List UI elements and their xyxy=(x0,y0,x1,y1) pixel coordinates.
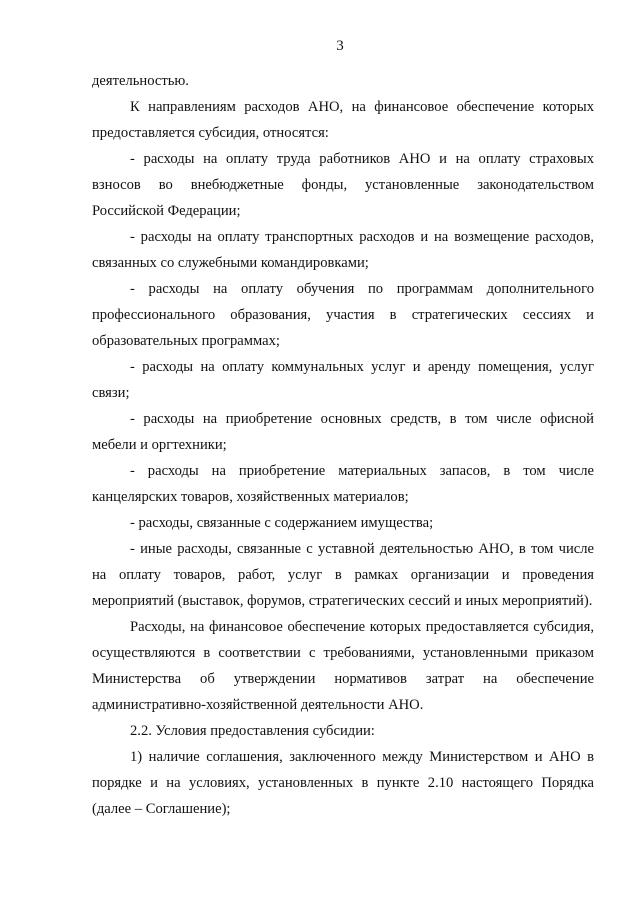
list-item-inventory: - расходы на приобретение материальных запасов, в том числе канцелярских товаров, хозяйственных материалов; xyxy=(92,463,594,505)
list-item-fixed-assets: - расходы на приобретение основных средств, в том числе офисной мебели и оргтехники; xyxy=(92,411,594,453)
paragraph-expense-requirements: Расходы, на финансовое обеспечение которых предоставляется субсидия, осуществляются в соответствии с требованиями, установленными приказом Министерства об утверждении нормативов затрат на обеспечение административно-хозяйственной деятельности АНО. xyxy=(92,619,594,713)
paragraph-expense-directions: К направлениям расходов АНО, на финансовое обеспечение которых предоставляется субсидия, относятся: xyxy=(92,99,594,141)
page-number: 3 xyxy=(336,38,344,54)
list-item-labor-costs: - расходы на оплату труда работников АНО и на оплату страховых взносов во внебюджетные фонды, установленные законодательством Российской Федерации; xyxy=(92,151,594,219)
list-item-agreement: 1) наличие соглашения, заключенного между Министерством и АНО в порядке и на условиях, установленных в пункте 2.10 настоящего Порядка (далее – Соглашение); xyxy=(92,749,594,817)
list-item-other-costs: - иные расходы, связанные с уставной деятельностью АНО, в том числе на оплату товаров, работ, услуг в рамках организации и проведения мероприятий (выставок, форумов, стратегических сессий и иных мероприятий). xyxy=(92,541,594,609)
list-item-transport-costs: - расходы на оплату транспортных расходов и на возмещение расходов, связанных со служебными командировками; xyxy=(92,229,594,271)
list-item-utilities-costs: - расходы на оплату коммунальных услуг и аренду помещения, услуг связи; xyxy=(92,359,594,401)
paragraph-continuation: деятельностью. xyxy=(92,73,189,89)
list-item-property-maintenance: - расходы, связанные с содержанием имущества; xyxy=(130,515,434,531)
list-item-training-costs: - расходы на оплату обучения по программам дополнительного профессионального образования, участия в стратегических сессиях и образовательных программах; xyxy=(92,281,594,349)
section-heading-2-2: 2.2. Условия предоставления субсидии: xyxy=(130,723,375,739)
document-body xyxy=(92,68,594,822)
